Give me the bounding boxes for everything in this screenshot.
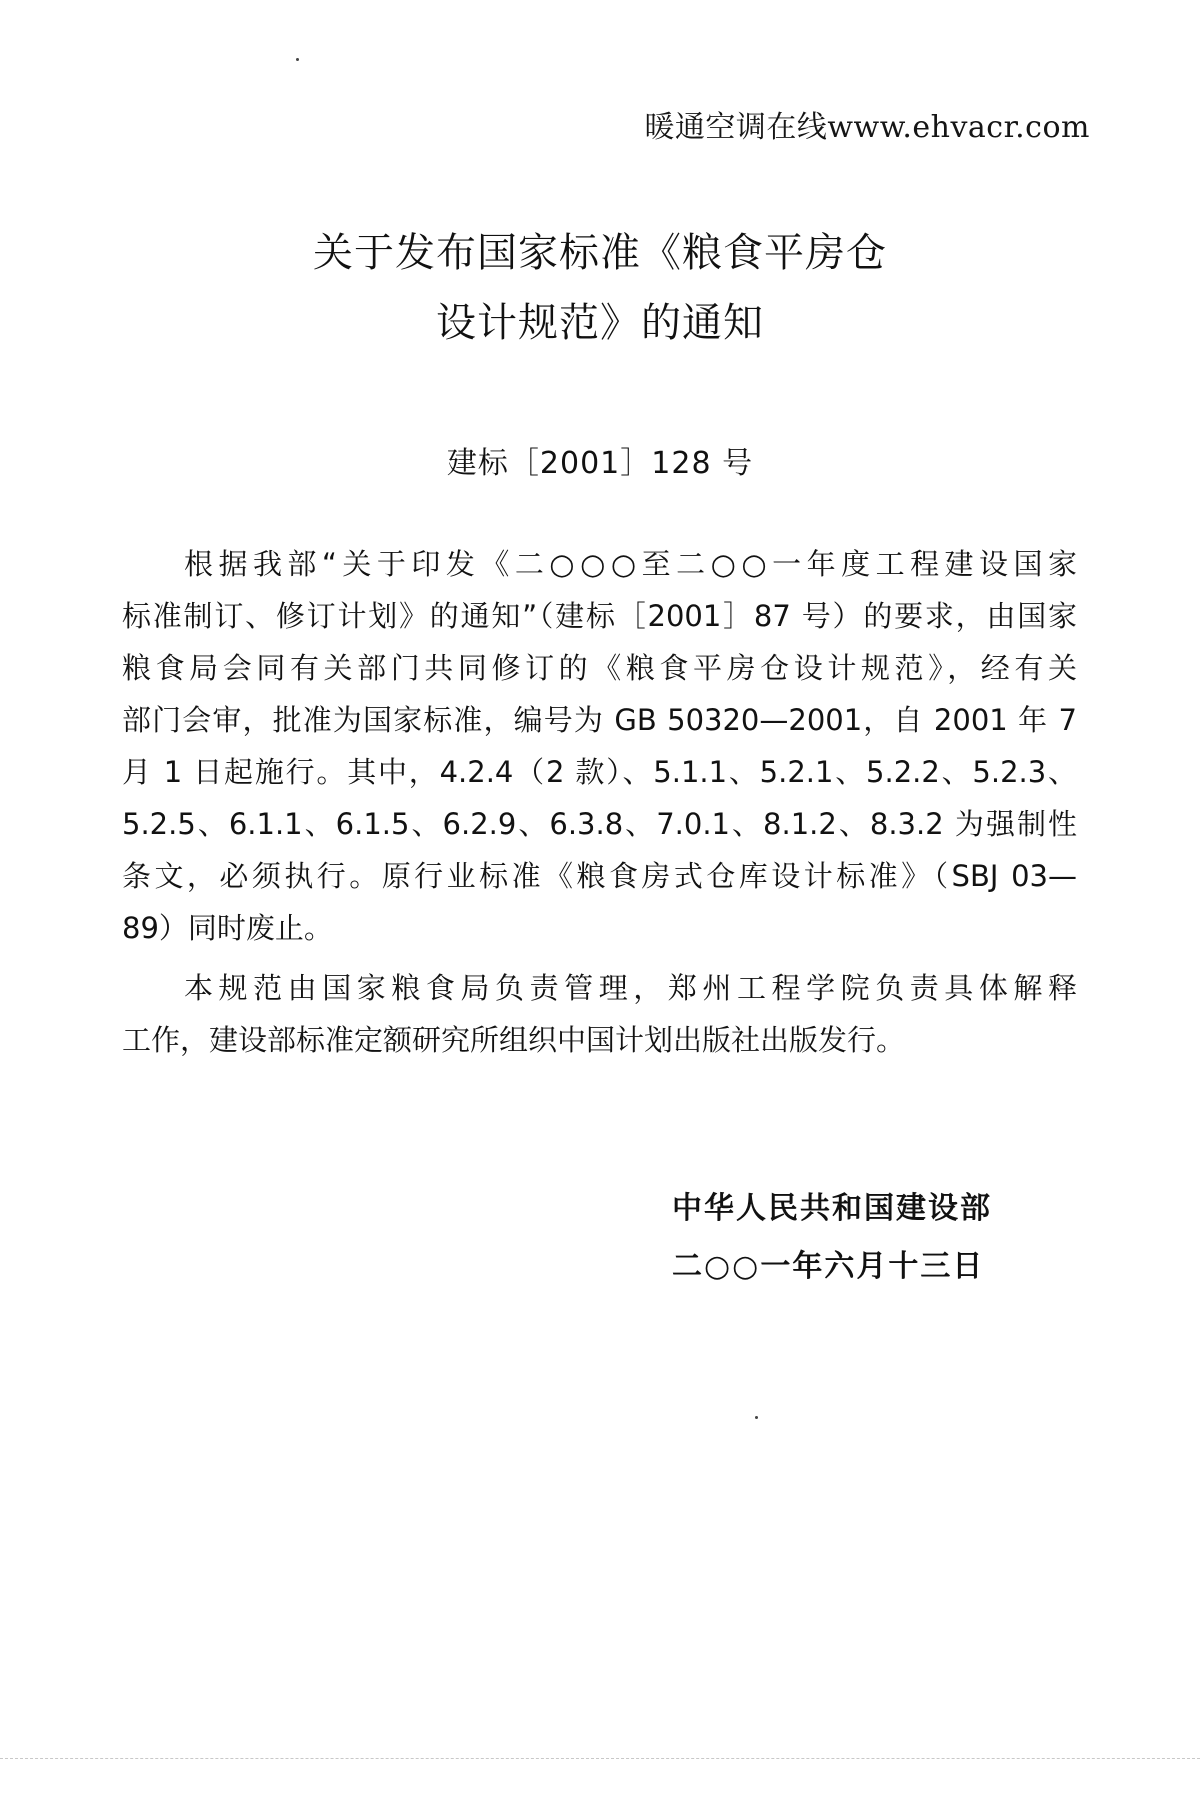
issuing-organization: 中华人民共和国建设部 [672,1191,992,1226]
document-title [0,218,1200,358]
site-watermark: 暖通空调在线www.ehvacr.com [644,110,1090,145]
body-line: 月 1 日起施行。其中，4.2.4（2 款）、5.1.1、5.2.1、5.2.2、5.2.3、 [122,755,1077,789]
body-line: 根据我部“关于印发《二○○○至二○○一年度工程建设国家 [184,547,1077,581]
body-line: 工作，建设部标准定额研究所组织中国计划出版社出版发行。 [122,1023,906,1057]
notice-body [122,538,1077,1066]
signature-block [672,1180,992,1296]
body-line: 标准制订、修订计划》的通知”（建标［2001］87 号）的要求，由国家 [122,599,1077,633]
body-line: 条文，必须执行。原行业标准《粮食房式仓库设计标准》（SBJ 03— [122,859,1077,893]
issue-date: 二○○一年六月十三日 [672,1249,985,1284]
scan-speck [296,58,299,61]
body-line: 部门会审，批准为国家标准，编号为 GB 50320—2001，自 2001 年 7 [122,703,1077,737]
document-number: 建标［2001］128 号 [446,446,754,481]
title-line-2: 设计规范》的通知 [436,300,764,346]
body-line: 粮食局会同有关部门共同修订的《粮食平房仓设计规范》，经有关 [122,651,1077,685]
paragraph-gap [122,954,1077,962]
page-bottom-rule [0,1758,1200,1759]
body-line: 5.2.5、6.1.1、6.1.5、6.2.9、6.3.8、7.0.1、8.1.2、8.3.2 为强制性 [122,807,1077,841]
body-line: 89）同时废止。 [122,911,333,945]
title-line-1: 关于发布国家标准《粮食平房仓 [313,230,887,276]
scan-speck [755,1416,758,1419]
body-line: 本规范由国家粮食局负责管理，郑州工程学院负责具体解释 [184,971,1077,1005]
